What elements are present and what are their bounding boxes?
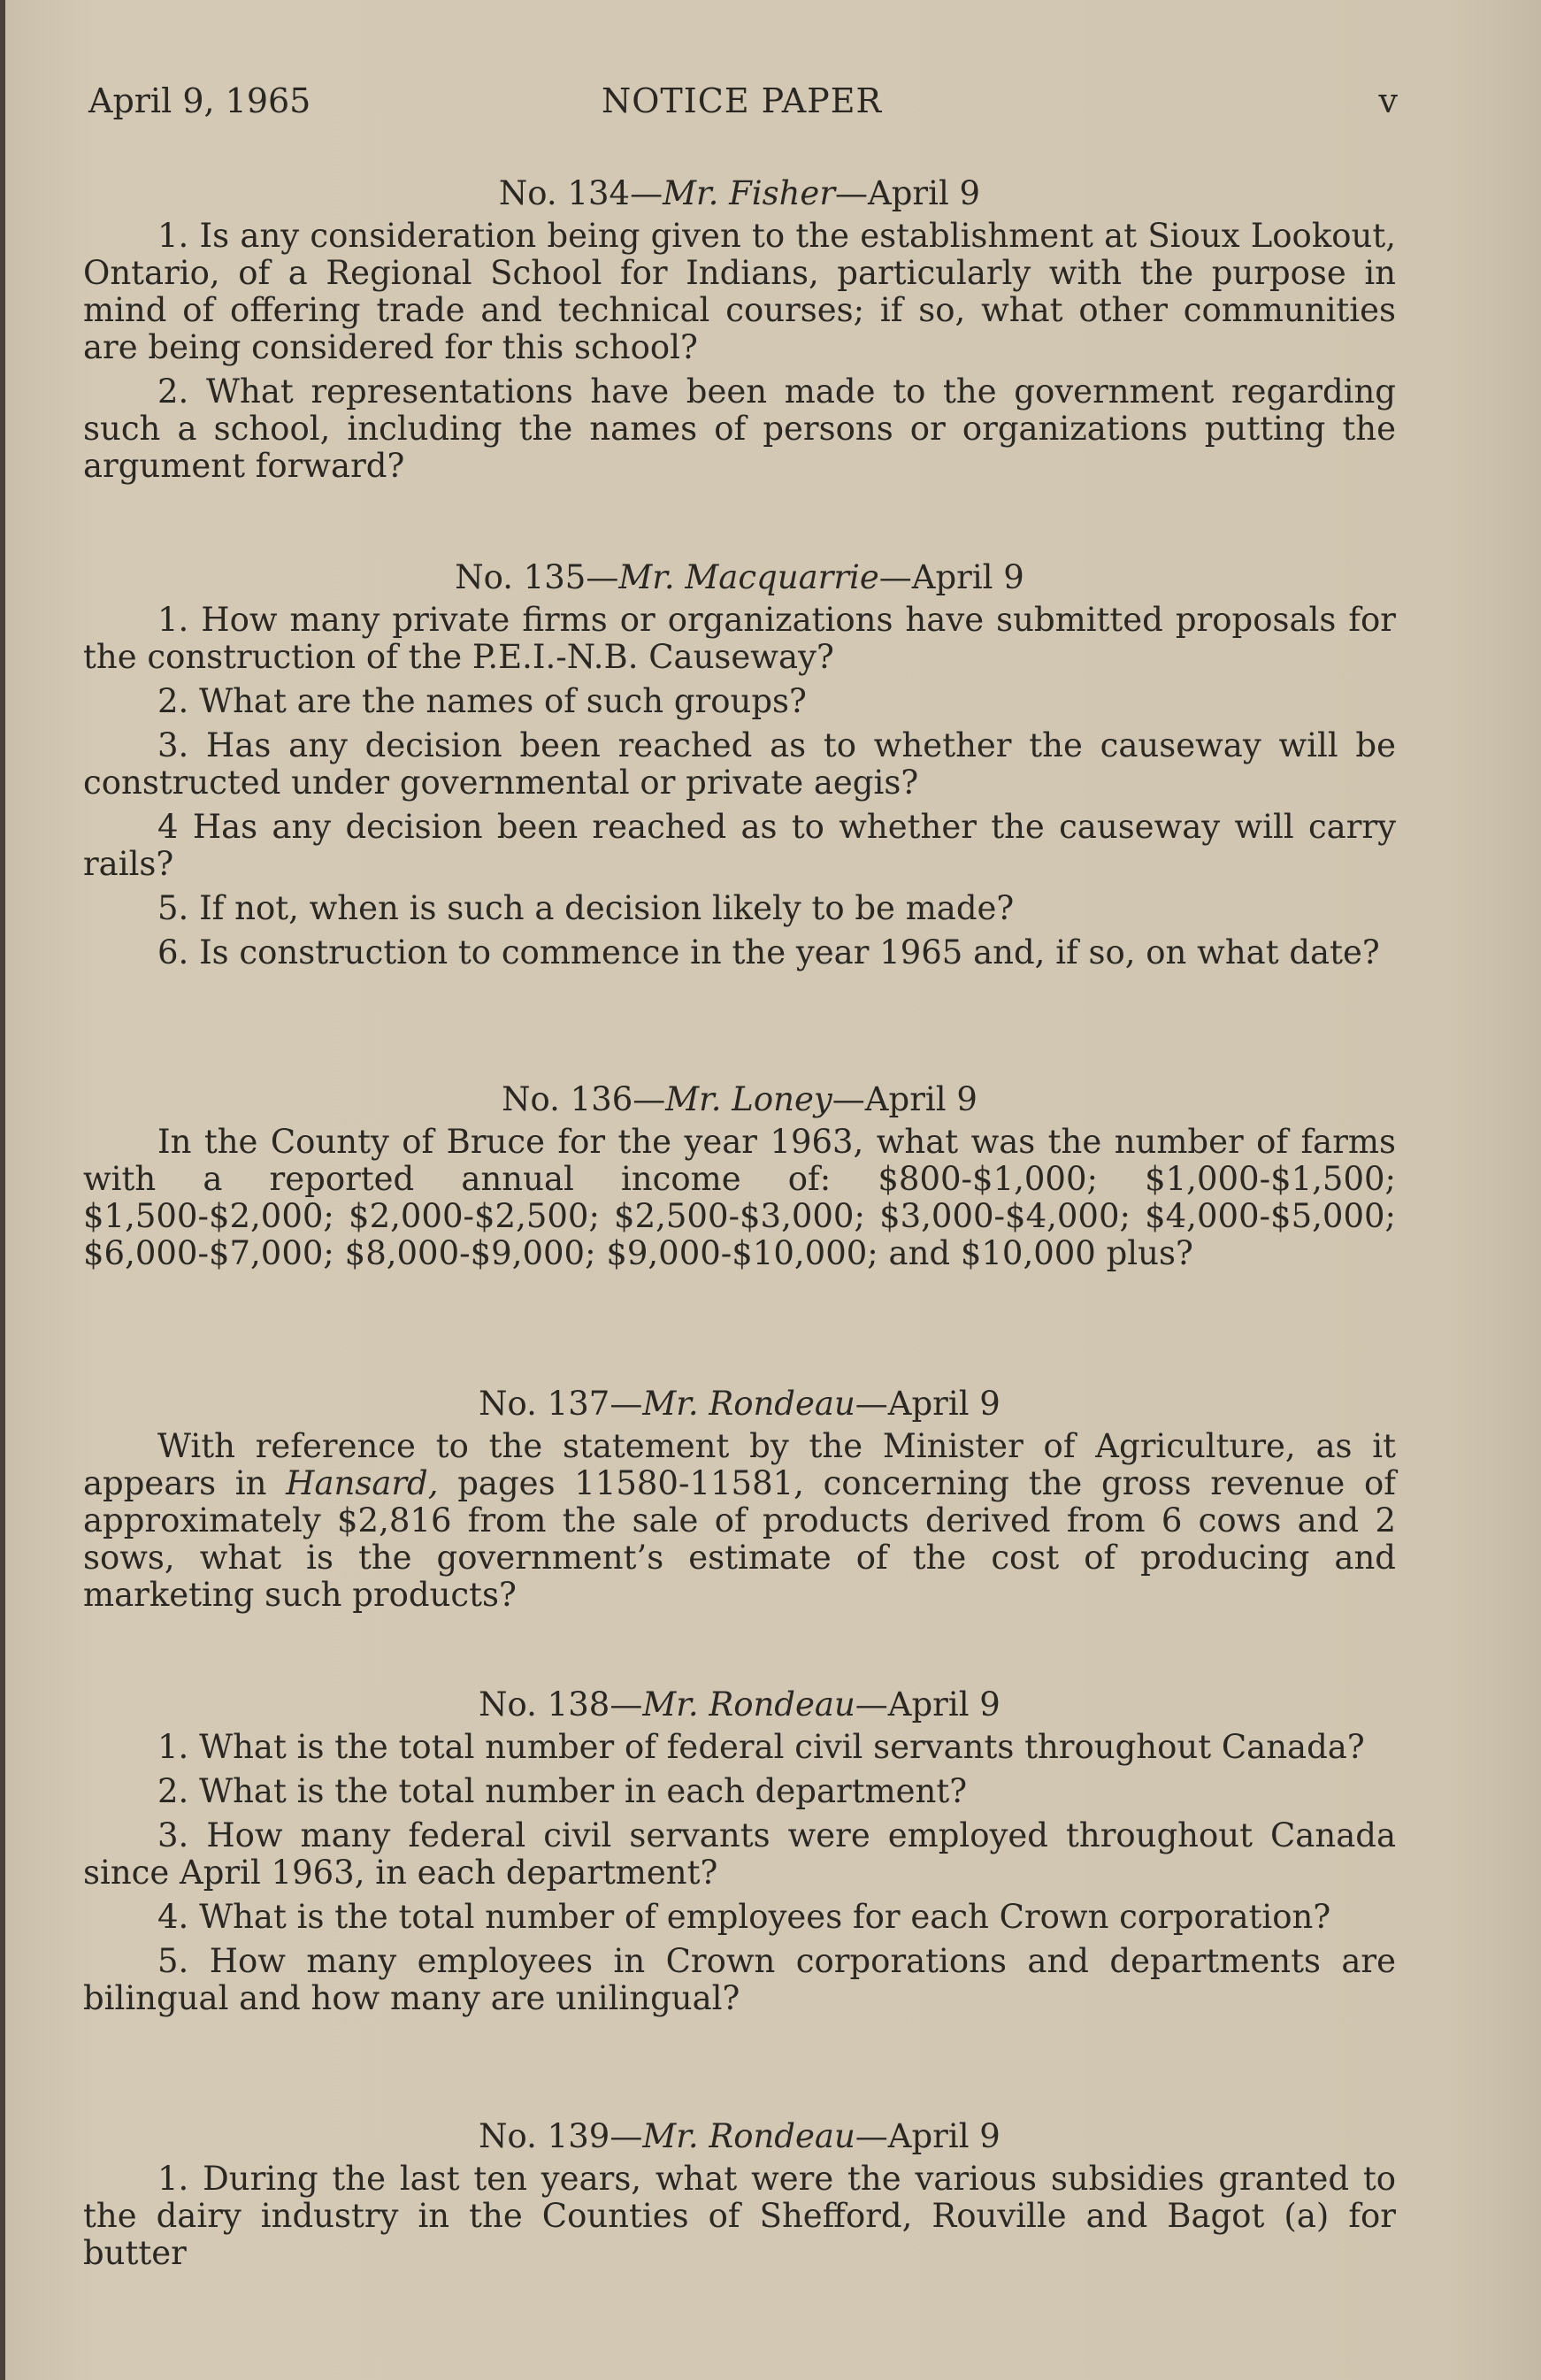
question-paragraph: 4. What is the total number of employees for each Crown corporation? xyxy=(157,1898,1331,1936)
question-heading: No. 136—Mr. Loney—April 9 xyxy=(502,1080,978,1118)
question-paragraph: 6. Is construction to commence in the year 1965 and, if so, on what date? xyxy=(157,933,1380,971)
question-paragraph: 2. What are the names of such groups? xyxy=(157,682,807,720)
q137-rest: pages 11580-11581, concerning the gross revenue of approximately $2,816 from the sale of products derived from 6 cows and 2 sows, what is the government’s estimate of the cost of producing and marketing such products? xyxy=(83,1464,1396,1614)
header-date: April 9, 1965 xyxy=(88,81,311,120)
question-paragraph: 1. Is any consideration being given to the establishment at Sioux Lookout, Ontario, of a Regional School for Indians, particularly with the purpose in mind of offering trade and technical courses; if so, what other communities are being considered for this school? xyxy=(83,217,1396,366)
header-title: NOTICE PAPER xyxy=(602,81,883,120)
question-paragraph xyxy=(83,1428,1396,1614)
question-paragraph: 3. Has any decision been reached as to whether the causeway will be constructed under governmental or private aegis? xyxy=(83,726,1396,802)
question-paragraph: 3. How many federal civil servants were employed throughout Canada since April 1963, in each department? xyxy=(83,1816,1396,1892)
header-page-number: v xyxy=(1378,81,1398,120)
question-heading: No. 135—Mr. Macquarrie—April 9 xyxy=(455,558,1024,596)
binding-edge xyxy=(0,0,5,2380)
page-header xyxy=(88,81,1398,126)
question-heading: No. 134—Mr. Fisher—April 9 xyxy=(498,174,981,212)
question-paragraph: 2. What is the total number in each department? xyxy=(157,1772,968,1810)
question-paragraph: 5. How many employees in Crown corporations and departments are bilingual and how many are unilingual? xyxy=(83,1942,1396,2017)
question-heading: No. 137—Mr. Rondeau—April 9 xyxy=(479,1385,1000,1423)
question-heading: No. 139—Mr. Rondeau—April 9 xyxy=(479,2117,1000,2155)
question-137 xyxy=(83,1386,1396,1621)
question-heading: No. 138—Mr. Rondeau—April 9 xyxy=(479,1685,1000,1724)
question-134 xyxy=(83,175,1396,492)
question-paragraph: 1. How many private firms or organizations have submitted proposals for the construction of the P.E.I.-N.B. Causeway? xyxy=(83,601,1396,676)
question-135 xyxy=(83,559,1396,979)
question-139 xyxy=(83,2118,1396,2279)
question-paragraph: 2. What representations have been made to the government regarding such a school, including the names of persons or organizations putting the argument forward? xyxy=(83,372,1396,485)
question-138 xyxy=(83,1686,1396,2024)
question-paragraph: 1. During the last ten years, what were the various subsidies granted to the dairy industry in the Counties of Shefford, Rouville and Bagot (a) for butter xyxy=(83,2160,1396,2272)
question-paragraph: In the County of Bruce for the year 1963, what was the number of farms with a reported annual income of: $800-$1,000; $1,000-$1,500; $1,500-$2,000; $2,000-$2,500; $2,500-$3,000; $3,000-$4,000; $4,000-$5,000; $6,000-$7,000; $8,000-$9,000; $9,000-$10,000; and $10,000 plus? xyxy=(83,1123,1396,1272)
question-paragraph: 4 Has any decision been reached as to whether the causeway will carry rails? xyxy=(83,808,1396,883)
question-paragraph: 5. If not, when is such a decision likely to be made? xyxy=(157,889,1015,927)
q137-lead: With reference to the statement by the Minister of Agriculture, as it appears in xyxy=(83,1427,1396,1502)
q137-hansard: Hansard, xyxy=(286,1464,439,1502)
question-paragraph: 1. What is the total number of federal civil servants throughout Canada? xyxy=(157,1728,1365,1766)
question-136 xyxy=(83,1081,1396,1279)
